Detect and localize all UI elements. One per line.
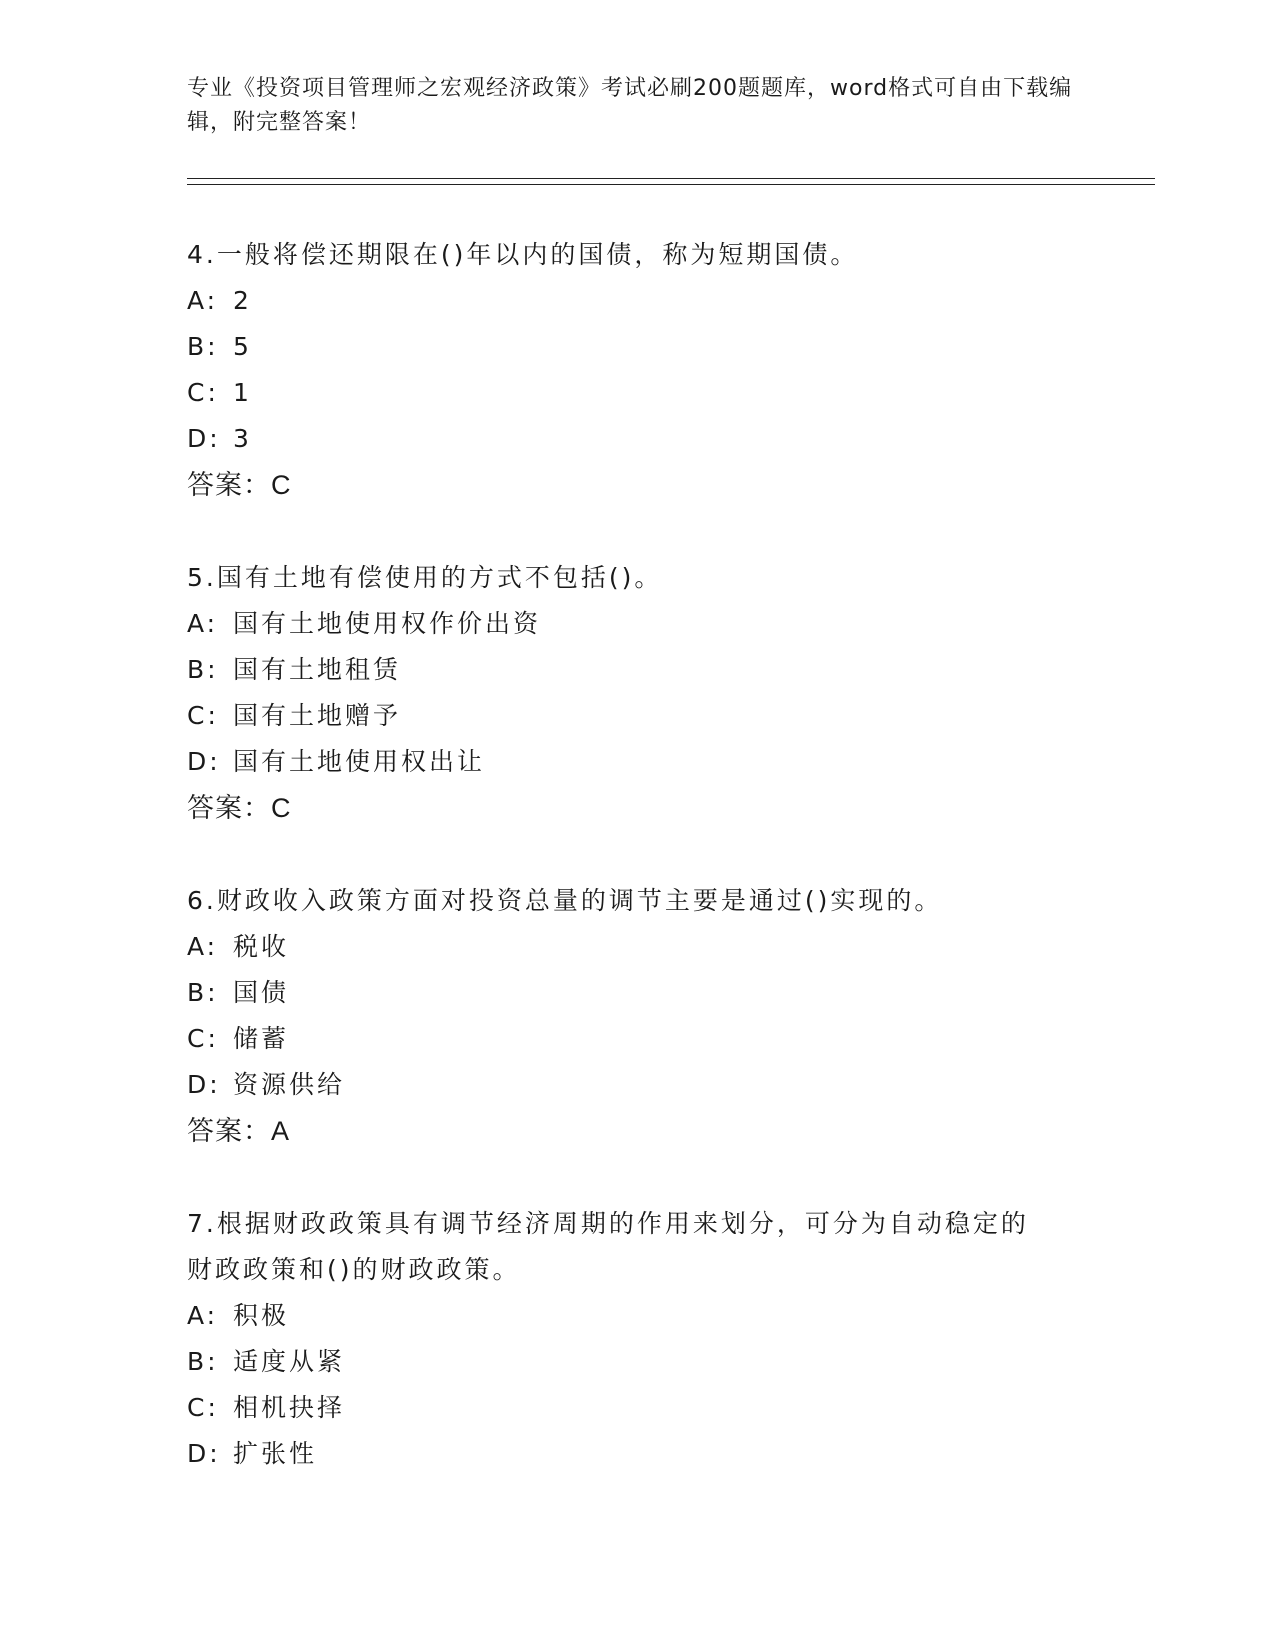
option-label: C: xyxy=(187,378,219,407)
option-c xyxy=(187,370,1147,416)
header-double-rule xyxy=(187,178,1155,185)
answer-line: 答案：C xyxy=(187,470,292,500)
option-text: 1 xyxy=(233,378,252,407)
option-label: D: xyxy=(187,424,221,453)
option-text: 2 xyxy=(233,286,252,315)
option-b xyxy=(187,324,1147,370)
option-a xyxy=(187,278,1147,324)
option-text: 资源供给 xyxy=(233,1070,346,1099)
option-b xyxy=(187,970,1147,1016)
option-label: C: xyxy=(187,701,219,730)
option-c xyxy=(187,1016,1147,1062)
option-text: 税收 xyxy=(233,932,290,961)
question-list xyxy=(187,232,1147,1477)
option-d xyxy=(187,416,1147,462)
option-label: B: xyxy=(187,978,219,1007)
question-stem-line-1: 7.根据财政政策具有调节经济周期的作用来划分，可分为自动稳定的 xyxy=(187,1209,1029,1238)
option-text: 5 xyxy=(233,332,252,361)
option-text: 国有土地租赁 xyxy=(233,655,402,684)
question-stem: 6.财政收入政策方面对投资总量的调节主要是通过()实现的。 xyxy=(187,886,943,915)
answer-line: 答案：A xyxy=(187,1116,291,1146)
spacer xyxy=(187,831,1147,878)
option-label: D: xyxy=(187,1070,221,1099)
option-d xyxy=(187,1062,1147,1108)
document-intro: 专业《投资项目管理师之宏观经济政策》考试必刷200题题库，word格式可自由下载编辑，附完整答案！ xyxy=(187,76,1073,135)
option-a xyxy=(187,601,1147,647)
option-d xyxy=(187,1431,1147,1477)
option-label: C: xyxy=(187,1393,219,1422)
option-text: 3 xyxy=(233,424,252,453)
option-label: B: xyxy=(187,655,219,684)
option-label: A: xyxy=(187,286,219,315)
option-text: 相机抉择 xyxy=(233,1393,346,1422)
option-a xyxy=(187,924,1147,970)
option-label: D: xyxy=(187,1439,221,1468)
option-text: 国有土地使用权作价出资 xyxy=(233,609,542,638)
spacer xyxy=(187,1154,1147,1201)
option-label: A: xyxy=(187,609,219,638)
question-5 xyxy=(187,555,1147,831)
question-stem: 4.一般将偿还期限在()年以内的国债，称为短期国债。 xyxy=(187,240,859,269)
option-label: D: xyxy=(187,747,221,776)
option-a xyxy=(187,1293,1147,1339)
option-text: 积极 xyxy=(233,1301,290,1330)
option-label: A: xyxy=(187,1301,219,1330)
option-label: C: xyxy=(187,1024,219,1053)
option-label: B: xyxy=(187,332,219,361)
question-7 xyxy=(187,1201,1147,1477)
option-label: B: xyxy=(187,1347,219,1376)
question-stem: 5.国有土地有偿使用的方式不包括()。 xyxy=(187,563,663,592)
option-label: A: xyxy=(187,932,219,961)
spacer xyxy=(187,508,1147,555)
option-c xyxy=(187,693,1147,739)
answer-line: 答案：C xyxy=(187,793,292,823)
option-text: 储蓄 xyxy=(233,1024,290,1053)
option-text: 国有土地赠予 xyxy=(233,701,402,730)
option-text: 国有土地使用权出让 xyxy=(233,747,486,776)
option-b xyxy=(187,647,1147,693)
option-text: 扩张性 xyxy=(233,1439,318,1468)
option-text: 适度从紧 xyxy=(233,1347,346,1376)
option-d xyxy=(187,739,1147,785)
option-b xyxy=(187,1339,1147,1385)
question-6 xyxy=(187,878,1147,1154)
option-c xyxy=(187,1385,1147,1431)
question-4 xyxy=(187,232,1147,508)
question-stem-line-2: 财政政策和()的财政政策。 xyxy=(187,1255,521,1284)
option-text: 国债 xyxy=(233,978,290,1007)
